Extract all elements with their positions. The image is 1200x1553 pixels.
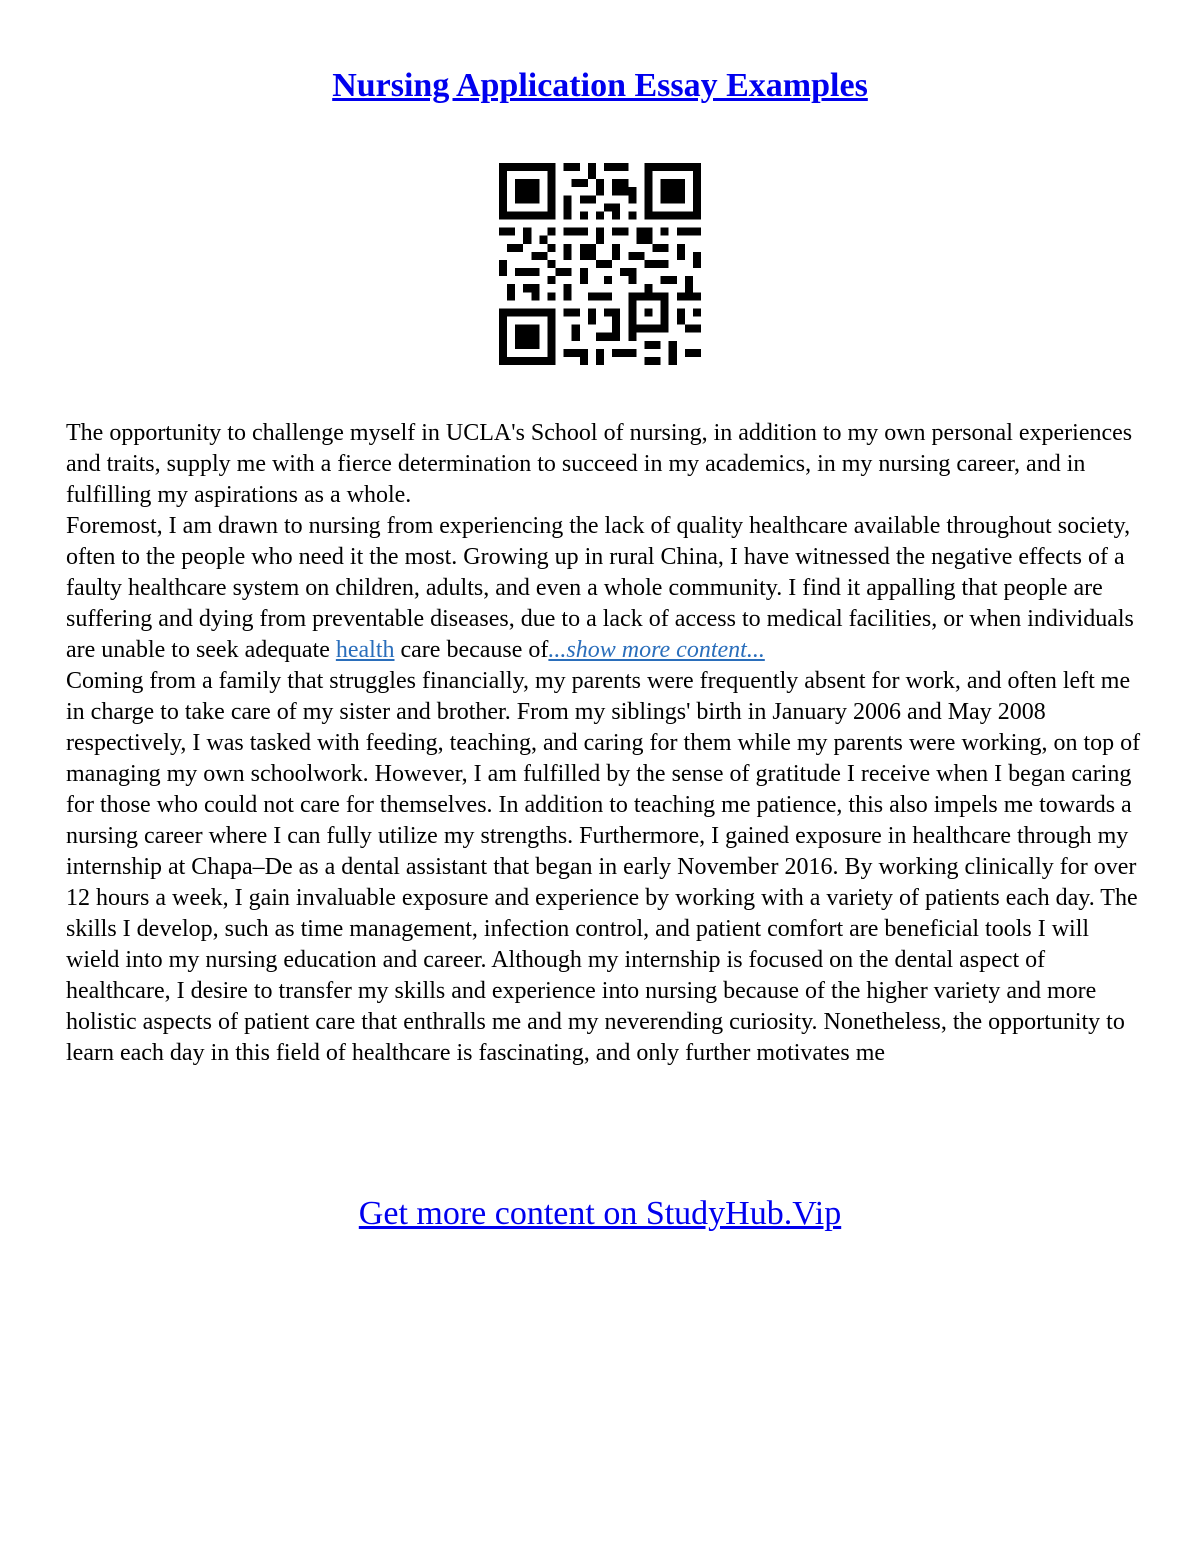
essay-paragraph-2 — [66, 511, 1146, 666]
paragraph-2-text-before: Foremost, I am drawn to nursing from experiencing the lack of quality healthcare available throughout society, often to the people who need it the most. Growing up in rural China, I have witnessed the negative effects of a faulty healthcare system on children, adults, and even a whole community. I find it appalling that people are suffering and dying from preventable diseases, due to a lack of access to medical facilities, or when individuals are unable to seek adequate — [66, 513, 1134, 663]
page-title — [0, 62, 1200, 110]
paragraph-2-text-after: care because of — [394, 637, 549, 663]
essay-paragraph-3: Coming from a family that struggles financially, my parents were frequently absent for work, and often left me in charge to take care of my sister and brother. From my siblings' birth in January 2006 and May 2008 respectively, I was tasked with feeding, teaching, and caring for them while my parents were working, on top of managing my own schoolwork. However, I am fulfilled by the sense of gratitude I receive when I began caring for those who could not care for themselves. In addition to teaching me patience, this also impels me towards a nursing career where I can fully utilize my strengths. Furthermore, I gained exposure in healthcare through my internship at Chapa–De as a dental assistant that began in early November 2016. By working clinically for over 12 hours a week, I gain invaluable exposure and experience by working with a variety of patients each day. The skills I develop, such as time management, infection control, and patient comfort are beneficial tools I will wield into my nursing education and career. Although my internship is focused on the dental aspect of healthcare, I desire to transfer my skills and experience into nursing because of the higher variety and more holistic aspects of patient care that enthralls me and my neverending curiosity. Nonetheless, the opportunity to learn each day in this field of healthcare is fascinating, and only further motivates me — [66, 668, 1141, 1066]
studyhub-link[interactable]: Get more content on StudyHub.Vip — [358, 1195, 842, 1232]
show-more-content-link[interactable]: ...show more content... — [548, 637, 765, 663]
footer — [0, 1192, 1200, 1236]
title-link[interactable]: Nursing Application Essay Examples — [332, 67, 868, 104]
qr-code-icon — [499, 163, 701, 365]
health-link[interactable]: health — [335, 637, 395, 663]
essay-body — [66, 418, 1146, 1069]
essay-paragraph-1: The opportunity to challenge myself in UCLA's School of nursing, in addition to my own personal experiences and traits, supply me with a fierce determination to succeed in my academics, in my nursing career, and in fulfilling my aspirations as a whole. — [66, 420, 1133, 508]
